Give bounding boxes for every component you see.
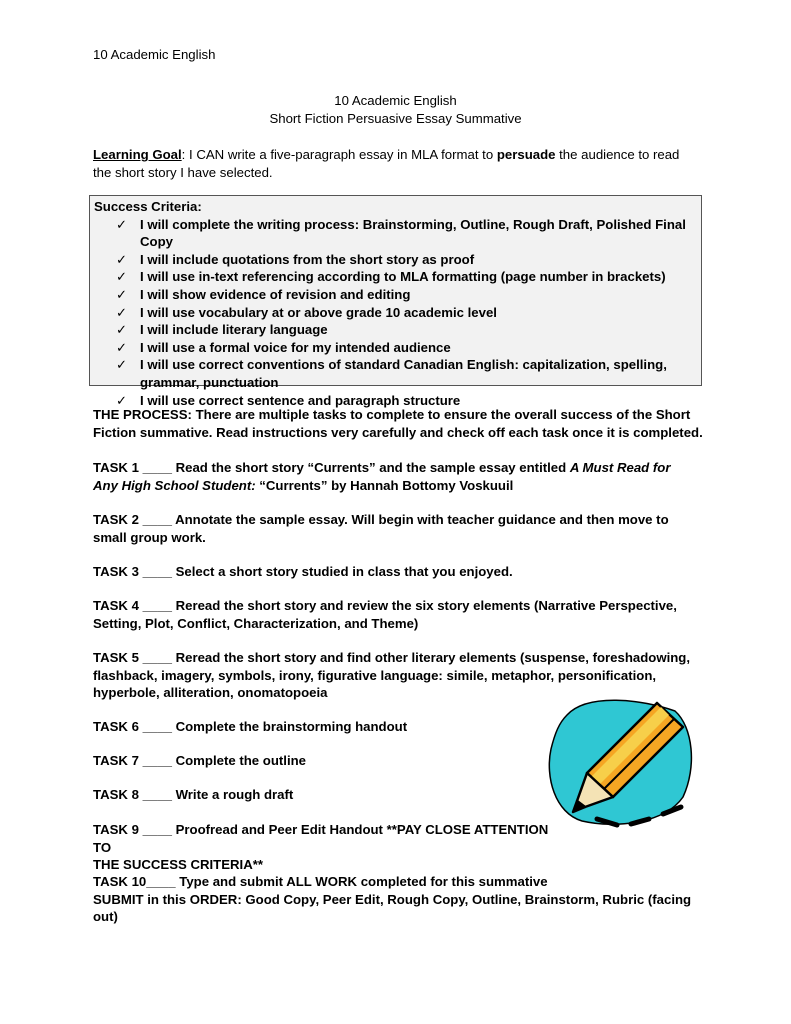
- learning-goal-text: : I CAN write a five-paragraph essay in MLA format to: [181, 147, 497, 162]
- criteria-item: ✓ I will use correct sentence and paragraph structure: [116, 392, 461, 408]
- checkmark-icon: ✓: [116, 269, 128, 285]
- criteria-item: ✓ I will complete the writing process: Brainstorming, Outline, Rough Draft, Polished Final Copy: [116, 216, 686, 250]
- pencil-icon: [547, 697, 697, 835]
- task-4: TASK 4 ____ Reread the short story and review the six story elements (Narrative Perspective, Setting, Plot, Conflict, Characterization, and Theme): [93, 598, 677, 631]
- essay-title: A Must Read for Any High School Student:: [93, 460, 671, 493]
- process-paragraph: THE PROCESS: There are multiple tasks to complete to ensure the overall success of the Short Fiction summative. Read instructions very carefully and check off each task once it is completed.: [93, 407, 703, 440]
- success-criteria-heading: Success Criteria:: [94, 199, 202, 214]
- task-9: TASK 9 ____ Proofread and Peer Edit Handout **PAY CLOSE ATTENTION TO THE SUCCESS CRITERIA**: [93, 822, 549, 873]
- task-2: TASK 2 ____ Annotate the sample essay. Will begin with teacher guidance and then move to small group work.: [93, 512, 669, 545]
- learning-goal: [93, 146, 698, 181]
- submit-order: SUBMIT in this ORDER: Good Copy, Peer Edit, Rough Copy, Outline, Brainstorm, Rubric (facing out): [93, 891, 692, 925]
- task-7: TASK 7 ____ Complete the outline: [93, 753, 306, 768]
- learning-goal-label: Learning Goal: [93, 147, 182, 162]
- document-title: 10 Academic English: [334, 93, 457, 108]
- checkmark-icon: ✓: [116, 304, 128, 320]
- checkmark-icon: ✓: [116, 216, 128, 232]
- checkmark-icon: ✓: [116, 339, 128, 355]
- criteria-item: ✓ I will use correct conventions of standard Canadian English: capitalization, spelling, grammar, punctuation: [116, 357, 667, 390]
- task-8: TASK 8 ____ Write a rough draft: [93, 787, 294, 802]
- checkmark-icon: ✓: [116, 322, 128, 338]
- task-6: TASK 6 ____ Complete the brainstorming handout: [93, 719, 408, 734]
- task-5: TASK 5 ____ Reread the short story and find other literary elements (suspense, foreshadowing, flashback, imagery, symbols, irony, figurative language: simile, metaphor, personification, hyperbole, alliteration, onomatopoeia: [93, 650, 691, 701]
- checkmark-icon: ✓: [116, 392, 128, 408]
- criteria-item: ✓ I will use vocabulary at or above grade 10 academic level: [116, 304, 497, 320]
- success-criteria-box: [89, 195, 702, 408]
- criteria-item: ✓ I will use a formal voice for my intended audience: [116, 339, 451, 355]
- criteria-item: ✓ I will use in-text referencing according to MLA formatting (page number in brackets): [116, 269, 666, 285]
- checkmark-icon: ✓: [116, 357, 128, 373]
- task-1: TASK 1 ____ Read the short story “Currents” and the sample essay entitled A Must Read for Any High School Student: “Currents” by Hannah Bottomy Voskuuil: [93, 460, 671, 493]
- checkmark-icon: ✓: [116, 286, 128, 302]
- success-criteria-list: [94, 216, 697, 410]
- learning-goal-emphasis: persuade: [496, 147, 556, 162]
- checkmark-icon: ✓: [116, 251, 128, 267]
- task-3: TASK 3 ____ Select a short story studied in class that you enjoyed.: [93, 564, 513, 579]
- criteria-item: ✓ I will include literary language: [116, 322, 328, 338]
- criteria-item: ✓ I will include quotations from the short story as proof: [116, 251, 475, 267]
- learning-goal-text-end: the audience to read the short story I have selected.: [93, 147, 680, 180]
- task-10: TASK 10____ Type and submit ALL WORK completed for this summative SUBMIT in this ORDER: Good Copy, Peer Edit, Rough Copy, Outline, Brainstorm, Rubric (facing out): [93, 873, 703, 926]
- page-header: 10 Academic English: [93, 47, 216, 62]
- criteria-item: ✓ I will show evidence of revision and editing: [116, 286, 411, 302]
- document-subtitle: Short Fiction Persuasive Essay Summative: [269, 111, 522, 126]
